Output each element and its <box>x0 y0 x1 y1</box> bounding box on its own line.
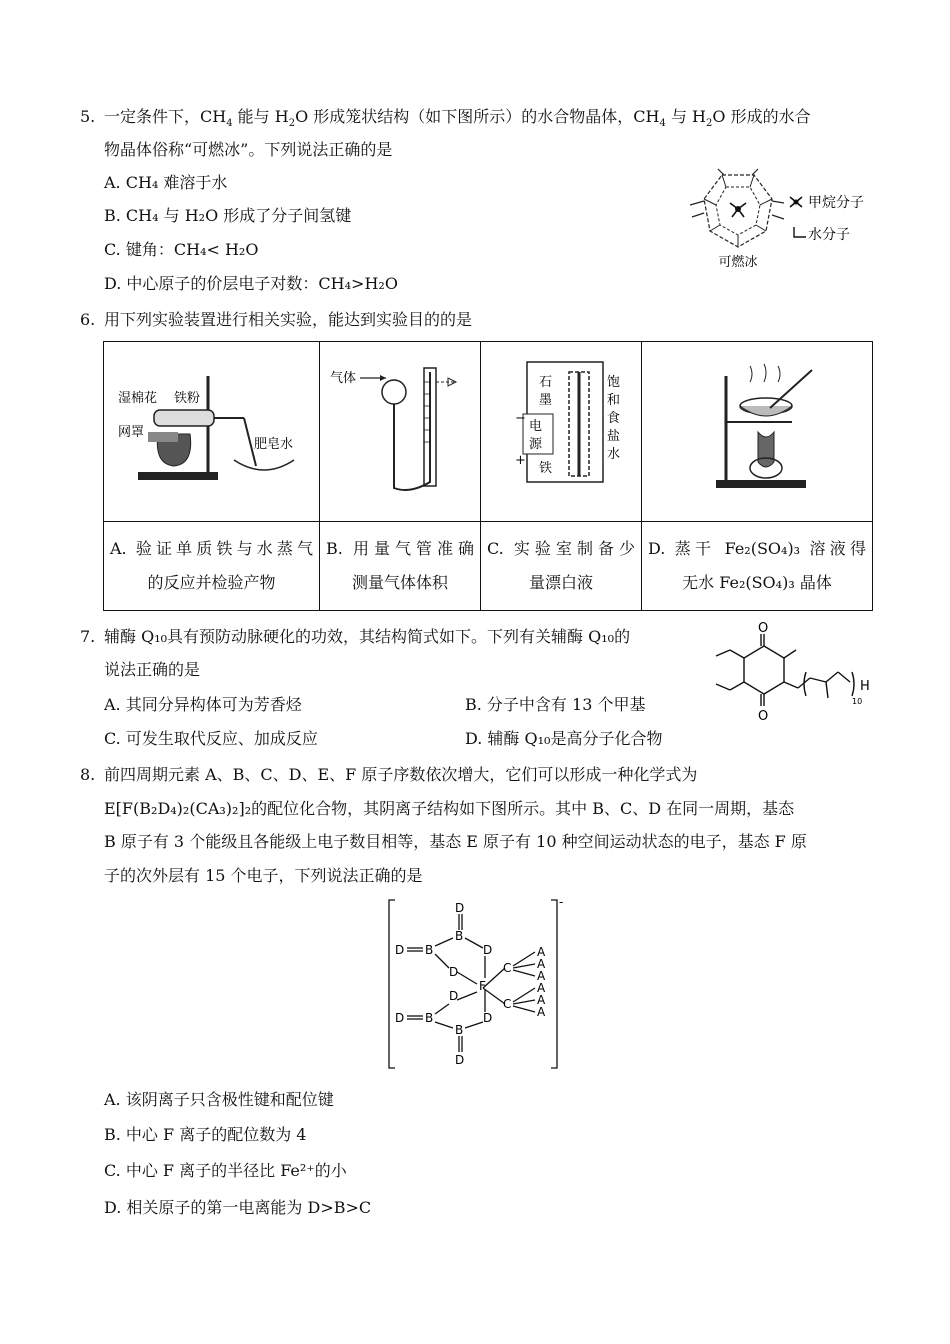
atom-f: F <box>479 979 486 993</box>
label-graphite-1: 石 <box>539 375 553 390</box>
q7-line2: 说法正确的是 <box>104 660 201 679</box>
atom-d-3: D <box>449 965 459 979</box>
exp-b-caption <box>320 522 481 611</box>
atom-d-bottom: D <box>455 1053 465 1067</box>
q7-line1 <box>80 626 630 648</box>
q8-option-c: C. 中心 F 离子的半径比 Fe²⁺的小 <box>104 1161 347 1180</box>
atom-b-3: B <box>425 1011 434 1025</box>
q7-option-a: A. 其同分异构体可为芳香烃 <box>104 695 302 714</box>
label-power-2: 源 <box>529 437 543 452</box>
atom-d-top: D <box>455 901 465 915</box>
exp-d-caption-line2: 无水 Fe₂(SO₄)₃ 晶体 <box>682 573 832 592</box>
atom-d-left-1: D <box>395 943 405 957</box>
gas-burette-apparatus <box>320 342 478 517</box>
q8-line1 <box>80 764 697 786</box>
legend-methane: 甲烷分子 <box>808 195 864 211</box>
combustible-ice-figure <box>680 165 880 275</box>
label-gauze: 网罩 <box>118 425 145 440</box>
exp-b-figure-cell <box>320 342 481 522</box>
atom-d-left-2: D <box>395 1011 405 1025</box>
q8-option-d: D. 相关原子的第一电离能为 D>B>C <box>104 1198 372 1217</box>
exp-d-figure-cell <box>642 342 873 522</box>
exp-a-caption-line2: 的反应并检验产物 <box>147 573 276 592</box>
q6-number: 6. <box>80 310 96 329</box>
label-iron: 铁 <box>539 461 553 476</box>
label-soap-water: 肥皂水 <box>254 437 294 452</box>
q7-option-c: C. 可发生取代反应、加成反应 <box>104 729 318 748</box>
q5-line2: 物晶体俗称“可燃冰”。下列说法正确的是 <box>104 140 393 159</box>
q8-option-b: B. 中心 F 离子的配位数为 4 <box>104 1125 307 1144</box>
exp-c-caption-line1: C. 实验室制备少 <box>487 539 635 558</box>
coenzyme-q10-structure <box>700 620 880 725</box>
exp-c-figure-cell <box>481 342 642 522</box>
experiment-table <box>103 341 873 611</box>
label-power-1: 电 <box>529 419 543 434</box>
atom-b-2: B <box>425 943 434 957</box>
q6-stem-line <box>80 309 472 331</box>
struct-o-top: O <box>758 621 769 636</box>
label-iron-powder: 铁粉 <box>174 391 201 406</box>
exp-a-caption-line1: A. 验证单质铁与水蒸气 <box>110 539 313 558</box>
q6-stem: 用下列实验装置进行相关实验，能达到实验目的的是 <box>104 310 473 329</box>
struct-o-bottom: O <box>758 709 769 724</box>
exp-b-caption-line1: B. 用量气管准确 <box>326 539 474 558</box>
anion-structure <box>385 896 575 1072</box>
q7-option-b: B. 分子中含有 13 个甲基 <box>465 695 646 714</box>
exp-a-figure-cell <box>104 342 320 522</box>
atom-a-2: A <box>537 957 546 971</box>
q5-line1: 5. 一定条件下，$CH_4$ 能与 $H_2O$ 形成笼状结构（如下图所示）的水合物晶体，$CH_4$ 与 $H_2O$ 形成的水合 <box>80 107 811 130</box>
label-brine-3: 食 <box>607 411 621 426</box>
exp-a-caption <box>104 522 320 611</box>
exp-b-caption-line2: 测量气体体积 <box>351 573 448 592</box>
q8-text-line1: 前四周期元素 A、B、C、D、E、F 原子序数依次增大，它们可以形成一种化学式为 <box>104 765 698 784</box>
struct-subscript-10: 10 <box>852 697 863 706</box>
q5-option-b: B. CH₄ 与 H₂O 形成了分子间氢键 <box>104 206 352 225</box>
label-brine-2: 和 <box>607 393 621 408</box>
struct-h: H <box>860 679 870 694</box>
q5-text-b: 能与 H <box>232 107 289 126</box>
label-brine-1: 饱 <box>607 375 621 390</box>
label-brine-5: 水 <box>607 447 621 462</box>
label-brine-4: 盐 <box>607 429 621 444</box>
atom-d-2: D <box>483 943 493 957</box>
methane-legend-icon <box>790 197 802 207</box>
atom-a-6: A <box>537 1005 546 1019</box>
q7-number: 7. <box>80 627 96 646</box>
q8-line2: E[F(B₂D₄)₂(CA₃)₂]₂的配位化合物，其阴离子结构如下图所示。其中 B、C、D 在同一周期，基态 <box>104 799 795 818</box>
label-plus: + <box>515 453 526 468</box>
atom-a-3: A <box>537 969 546 983</box>
q5-text-a: 一定条件下，CH <box>104 107 227 126</box>
exp-d-caption <box>642 522 873 611</box>
exp-c-caption <box>481 522 642 611</box>
label-gas: 气体 <box>330 371 357 386</box>
fig-label-combustible-ice: 可燃冰 <box>718 255 758 270</box>
atom-c-1: C <box>503 961 512 975</box>
q7-text-line1: 辅酶 Q₁₀具有预防动脉硬化的功效，其结构简式如下。下列有关辅酶 Q₁₀的 <box>104 627 631 646</box>
atom-d-5: D <box>483 1011 493 1025</box>
legend-water: 水分子 <box>808 227 850 243</box>
label-graphite-2: 墨 <box>539 393 553 408</box>
q8-option-a: A. 该阴离子只含极性键和配位键 <box>104 1090 334 1109</box>
q7-option-d: D. 辅酶 Q₁₀是高分子化合物 <box>465 729 663 748</box>
q8-line3: B 原子有 3 个能级且各能级上电子数目相等，基态 E 原子有 10 种空间运动状态的电子，基态 F 原 <box>104 832 807 851</box>
evaporation-apparatus <box>642 342 872 517</box>
atom-c-2: C <box>503 997 512 1011</box>
q5-option-c: C. 键角：CH₄< H₂O <box>104 240 259 259</box>
q5-text-e: O 形成的水合 <box>712 107 811 126</box>
q5-option-d: D. 中心原子的价层电子对数：CH₄>H₂O <box>104 274 398 293</box>
iron-steam-apparatus <box>104 342 317 517</box>
water-legend-icon <box>794 227 806 237</box>
q5-option-a: A. CH₄ 难溶于水 <box>104 173 228 192</box>
atom-b-1: B <box>455 929 464 943</box>
label-minus: − <box>515 411 526 426</box>
q5-text-c: O 形成笼状结构（如下图所示）的水合物晶体，CH <box>295 107 660 126</box>
atom-a-5: A <box>537 993 546 1007</box>
q8-line4: 子的次外层有 15 个电子，下列说法正确的是 <box>104 866 423 885</box>
q5-number: 5. <box>80 107 96 126</box>
atom-a-1: A <box>537 945 546 959</box>
anion-charge: - <box>559 896 564 909</box>
exp-c-caption-line2: 量漂白液 <box>528 573 593 592</box>
q8-number: 8. <box>80 765 96 784</box>
atom-d-4: D <box>449 989 459 1003</box>
electrolysis-apparatus <box>481 342 639 517</box>
label-wet-cotton: 湿棉花 <box>118 391 158 406</box>
atom-b-4: B <box>455 1023 464 1037</box>
exp-d-caption-line1: D. 蒸干 Fe₂(SO₄)₃ 溶液得 <box>648 539 866 558</box>
q5-text-d: 与 H <box>665 107 707 126</box>
atom-a-4: A <box>537 981 546 995</box>
